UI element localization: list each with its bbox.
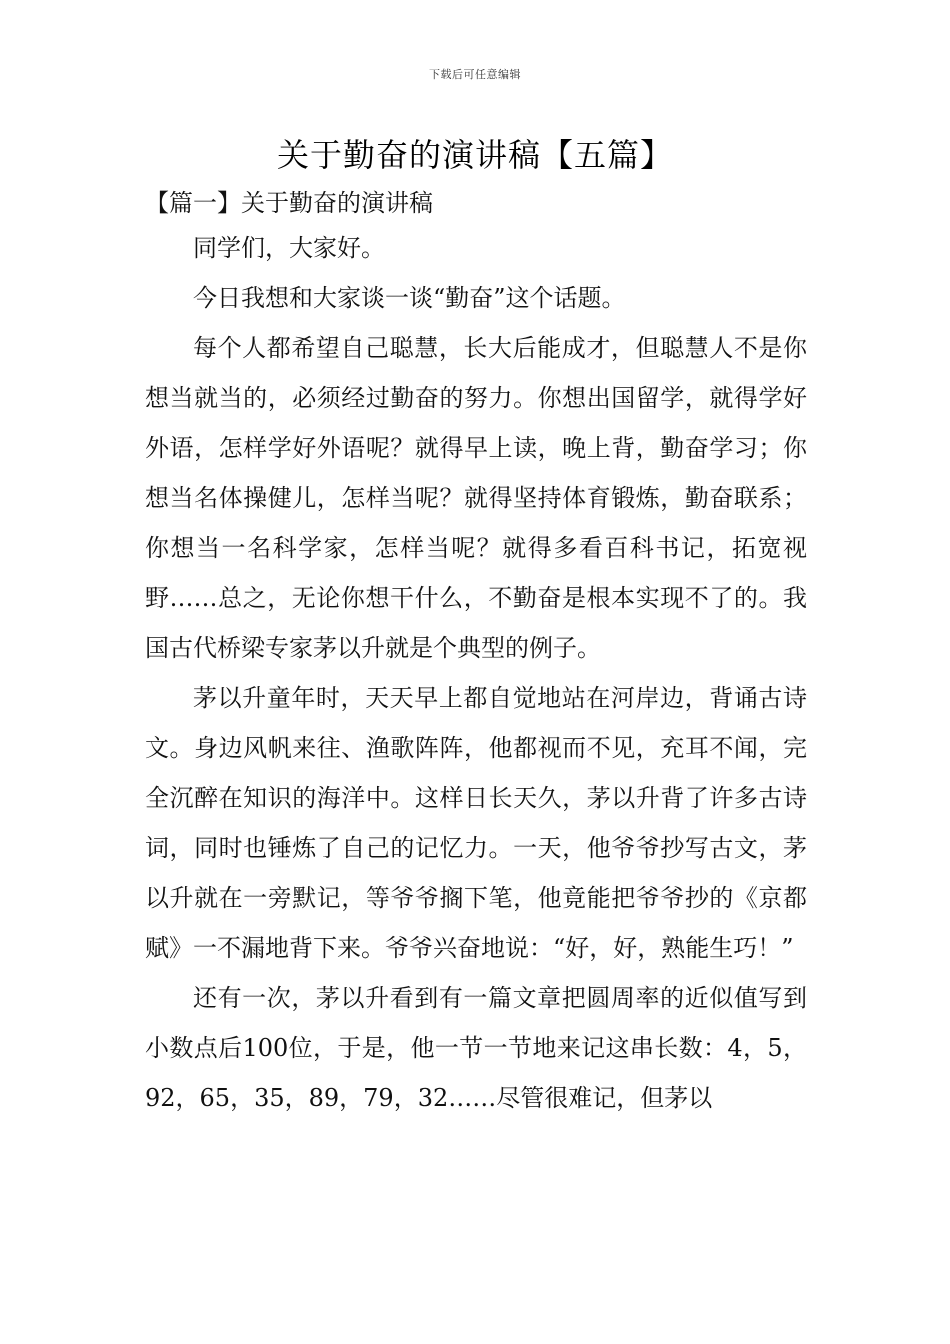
document-body bbox=[145, 223, 807, 1123]
header-note: 下载后可任意编辑 bbox=[429, 68, 521, 81]
section-heading: 【篇一】关于勤奋的演讲稿 bbox=[145, 189, 433, 217]
paragraph-diligence: 每个人都希望自己聪慧，长大后能成才，但聪慧人不是你想当就当的，必须经过勤奋的努力。你想出国留学，就得学好外语，怎样学好外语呢？就得早上读，晚上背，勤奋学习；你想当名体操健儿，怎样当呢？就得坚持体育锻炼，勤奋联系；你想当一名科学家，怎样当呢？就得多看百科书记，拓宽视野……总之，无论你想干什么，不勤奋是根本实现不了的。我国古代桥梁专家茅以升就是个典型的例子。 bbox=[145, 334, 807, 662]
document-title: 关于勤奋的演讲稿【五篇】 bbox=[276, 136, 673, 174]
paragraph-greeting: 同学们，大家好。 bbox=[193, 234, 385, 262]
paragraph-mao-pi: 还有一次，茅以升看到有一篇文章把圆周率的近似值写到小数点后100位，于是，他一节一节地来记这串长数：4，5，92，65，35，89，79，32……尽管很难记，但茅以 bbox=[145, 984, 807, 1112]
paragraph-mao-childhood: 茅以升童年时，天天早上都自觉地站在河岸边，背诵古诗文。身边风帆来往、渔歌阵阵，他都视而不见，充耳不闻，完全沉醉在知识的海洋中。这样日长天久，茅以升背了许多古诗词，同时也锤炼了自己的记忆力。一天，他爷爷抄写古文，茅以升就在一旁默记，等爷爷搁下笔，他竟能把爷爷抄的《京都赋》一不漏地背下来。爷爷兴奋地说：“好，好，熟能生巧！” bbox=[145, 684, 807, 962]
paragraph-topic: 今日我想和大家谈一谈“勤奋”这个话题。 bbox=[193, 284, 626, 312]
